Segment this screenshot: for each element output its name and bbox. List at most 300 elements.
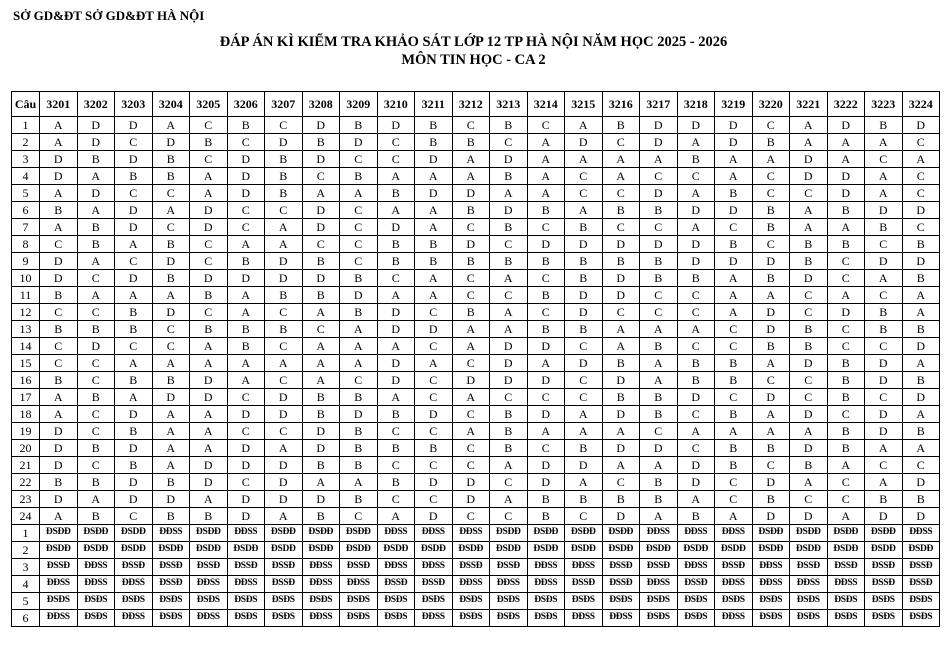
answer-cell: A: [902, 355, 940, 372]
answer-cell: B: [190, 134, 228, 151]
exam-code-header: 3219: [715, 92, 753, 117]
answer-cell: ĐSDĐ: [827, 542, 865, 559]
answer-cell: B: [152, 236, 190, 253]
answer-cell: A: [565, 474, 603, 491]
answer-cell: D: [490, 151, 528, 168]
question-number: 24: [12, 508, 40, 525]
answer-cell: B: [827, 236, 865, 253]
answer-cell: B: [340, 491, 378, 508]
answer-cell: A: [190, 168, 228, 185]
answer-cell: ĐSSĐ: [340, 559, 378, 576]
answer-cell: A: [152, 287, 190, 304]
answer-cell: ĐĐSS: [715, 610, 753, 627]
answer-cell: ĐĐSS: [490, 576, 528, 593]
answer-cell: A: [152, 355, 190, 372]
answer-cell: B: [415, 236, 453, 253]
answer-cell: A: [865, 440, 903, 457]
answer-cell: C: [827, 253, 865, 270]
answer-cell: B: [302, 389, 340, 406]
answer-cell: ĐSĐS: [715, 593, 753, 610]
true-false-row: [12, 610, 940, 627]
answer-cell: ĐSDĐ: [115, 542, 153, 559]
answer-cell: A: [490, 270, 528, 287]
answer-cell: C: [452, 355, 490, 372]
exam-code-header: 3207: [265, 92, 303, 117]
answer-cell: C: [265, 338, 303, 355]
answer-cell: D: [640, 236, 678, 253]
answer-cell: D: [190, 389, 228, 406]
answer-cell: D: [415, 185, 453, 202]
answer-cell: D: [377, 117, 415, 134]
answer-cell: D: [265, 253, 303, 270]
answer-cell: A: [677, 134, 715, 151]
answer-cell: ĐSĐĐ: [790, 525, 828, 542]
answer-cell: A: [40, 117, 78, 134]
answer-cell: B: [640, 474, 678, 491]
answer-cell: B: [265, 287, 303, 304]
answer-cell: A: [452, 321, 490, 338]
answer-cell: ĐSĐS: [677, 593, 715, 610]
answer-cell: D: [640, 134, 678, 151]
answer-cell: A: [302, 372, 340, 389]
answer-cell: ĐĐSS: [902, 525, 940, 542]
answer-cell: ĐSĐS: [227, 610, 265, 627]
answer-cell: D: [377, 355, 415, 372]
exam-code-header: 3213: [490, 92, 528, 117]
answer-cell: A: [152, 202, 190, 219]
answer-cell: A: [377, 338, 415, 355]
answer-cell: ĐSĐS: [152, 610, 190, 627]
answer-cell: C: [340, 219, 378, 236]
answer-cell: D: [827, 304, 865, 321]
answer-cell: C: [227, 134, 265, 151]
answer-cell: ĐĐSS: [40, 610, 78, 627]
answer-cell: B: [490, 219, 528, 236]
answer-cell: A: [715, 151, 753, 168]
answer-cell: A: [827, 219, 865, 236]
answer-cell: B: [415, 440, 453, 457]
answer-cell: D: [40, 270, 78, 287]
answer-cell: C: [827, 406, 865, 423]
answer-cell: C: [377, 270, 415, 287]
answer-cell: D: [302, 202, 340, 219]
answer-cell: A: [490, 491, 528, 508]
answer-cell: ĐSĐS: [190, 593, 228, 610]
answer-cell: C: [677, 304, 715, 321]
question-number: 12: [12, 304, 40, 321]
answer-cell: B: [415, 253, 453, 270]
answer-cell: ĐSDĐ: [265, 542, 303, 559]
answer-cell: ĐSĐĐ: [265, 525, 303, 542]
answer-cell: A: [490, 321, 528, 338]
answer-cell: ĐSĐS: [77, 593, 115, 610]
answer-cell: ĐSDĐ: [302, 542, 340, 559]
answer-cell: ĐSĐS: [602, 593, 640, 610]
question-number: 7: [12, 219, 40, 236]
answer-cell: B: [115, 372, 153, 389]
answer-cell: ĐĐSS: [452, 525, 490, 542]
answer-cell: A: [527, 423, 565, 440]
question-number: 19: [12, 423, 40, 440]
answer-cell: C: [902, 457, 940, 474]
answer-cell: ĐSSĐ: [790, 559, 828, 576]
true-false-row: [12, 525, 940, 542]
answer-cell: C: [640, 168, 678, 185]
question-number: 16: [12, 372, 40, 389]
answer-cell: A: [415, 219, 453, 236]
answer-cell: B: [340, 423, 378, 440]
answer-cell: D: [527, 457, 565, 474]
answer-cell: ĐSĐS: [640, 610, 678, 627]
answer-cell: C: [452, 440, 490, 457]
answer-cell: ĐSĐĐ: [602, 525, 640, 542]
answer-cell: ĐĐSS: [115, 576, 153, 593]
answer-cell: B: [752, 338, 790, 355]
answer-cell: ĐSDĐ: [752, 542, 790, 559]
answer-cell: D: [865, 508, 903, 525]
answer-cell: D: [677, 236, 715, 253]
answer-cell: B: [265, 185, 303, 202]
answer-cell: B: [265, 151, 303, 168]
answer-cell: D: [152, 389, 190, 406]
answer-cell: C: [827, 321, 865, 338]
answer-cell: ĐĐSS: [677, 559, 715, 576]
answer-cell: B: [377, 474, 415, 491]
answer-cell: B: [865, 304, 903, 321]
answer-cell: B: [340, 457, 378, 474]
answer-cell: C: [752, 372, 790, 389]
answer-cell: B: [902, 372, 940, 389]
answer-cell: B: [902, 236, 940, 253]
answer-cell: ĐĐSS: [227, 576, 265, 593]
answer-cell: B: [752, 270, 790, 287]
answer-cell: D: [752, 321, 790, 338]
answer-cell: B: [677, 151, 715, 168]
answer-cell: C: [115, 253, 153, 270]
answer-cell: C: [640, 304, 678, 321]
answer-cell: D: [752, 508, 790, 525]
answer-cell: D: [677, 474, 715, 491]
answer-cell: B: [40, 372, 78, 389]
answer-cell: C: [452, 457, 490, 474]
exam-code-header: 3223: [865, 92, 903, 117]
answer-cell: A: [490, 304, 528, 321]
answer-cell: C: [452, 508, 490, 525]
multiple-choice-row: [12, 474, 940, 491]
answer-cell: A: [452, 338, 490, 355]
answer-cell: C: [452, 270, 490, 287]
answer-cell: C: [677, 287, 715, 304]
answer-cell: B: [40, 287, 78, 304]
answer-cell: A: [602, 321, 640, 338]
answer-cell: ĐSDĐ: [677, 542, 715, 559]
question-number: 6: [12, 610, 40, 627]
answer-cell: ĐSĐS: [677, 610, 715, 627]
answer-cell: A: [190, 185, 228, 202]
answer-cell: D: [490, 202, 528, 219]
answer-cell: ĐSDĐ: [790, 542, 828, 559]
answer-cell: B: [790, 253, 828, 270]
answer-cell: D: [265, 270, 303, 287]
answer-cell: B: [715, 372, 753, 389]
answer-cell: A: [902, 304, 940, 321]
answer-cell: B: [565, 219, 603, 236]
answer-cell: B: [865, 117, 903, 134]
answer-cell: A: [827, 287, 865, 304]
exam-code-header: 3220: [752, 92, 790, 117]
answer-cell: B: [752, 491, 790, 508]
true-false-row: [12, 559, 940, 576]
header-row: [12, 92, 940, 117]
answer-cell: A: [452, 168, 490, 185]
answer-cell: C: [265, 202, 303, 219]
answer-cell: ĐSSĐ: [602, 576, 640, 593]
answer-cell: ĐSĐS: [340, 610, 378, 627]
answer-cell: ĐSDĐ: [227, 542, 265, 559]
answer-cell: D: [752, 389, 790, 406]
answer-cell: ĐSĐĐ: [490, 525, 528, 542]
answer-cell: A: [677, 185, 715, 202]
answer-cell: C: [340, 202, 378, 219]
answer-cell: D: [340, 287, 378, 304]
answer-cell: A: [865, 270, 903, 287]
multiple-choice-row: [12, 270, 940, 287]
answer-cell: D: [265, 457, 303, 474]
answer-cell: C: [340, 236, 378, 253]
answer-cell: B: [902, 321, 940, 338]
answer-cell: B: [40, 202, 78, 219]
answer-cell: C: [415, 389, 453, 406]
answer-cell: C: [302, 168, 340, 185]
exam-code-header: 3205: [190, 92, 228, 117]
answer-cell: D: [640, 185, 678, 202]
answer-cell: B: [602, 202, 640, 219]
answer-cell: D: [115, 117, 153, 134]
answer-cell: C: [415, 491, 453, 508]
answer-cell: D: [377, 304, 415, 321]
answer-cell: C: [827, 270, 865, 287]
answer-cell: ĐSDĐ: [415, 542, 453, 559]
answer-cell: C: [677, 406, 715, 423]
answer-cell: C: [340, 253, 378, 270]
answer-cell: ĐSĐS: [565, 593, 603, 610]
answer-cell: ĐSDĐ: [490, 542, 528, 559]
exam-code-header: 3216: [602, 92, 640, 117]
answer-cell: ĐSDĐ: [152, 542, 190, 559]
answer-cell: A: [452, 389, 490, 406]
answer-cell: C: [377, 423, 415, 440]
answer-cell: C: [677, 440, 715, 457]
answer-cell: C: [865, 151, 903, 168]
exam-code-header: 3206: [227, 92, 265, 117]
answer-cell: B: [490, 406, 528, 423]
question-number: 14: [12, 338, 40, 355]
answer-cell: D: [790, 406, 828, 423]
answer-cell: C: [190, 151, 228, 168]
answer-cell: D: [302, 423, 340, 440]
answer-cell: B: [565, 253, 603, 270]
question-number: 2: [12, 542, 40, 559]
answer-cell: ĐĐSS: [415, 559, 453, 576]
answer-cell: C: [715, 474, 753, 491]
multiple-choice-row: [12, 304, 940, 321]
answer-cell: C: [565, 372, 603, 389]
answer-cell: A: [715, 304, 753, 321]
answer-cell: C: [452, 219, 490, 236]
answer-cell: B: [827, 202, 865, 219]
answer-cell: C: [565, 185, 603, 202]
multiple-choice-row: [12, 321, 940, 338]
answer-cell: D: [40, 491, 78, 508]
answer-cell: C: [865, 389, 903, 406]
answer-cell: B: [77, 389, 115, 406]
answer-cell: B: [490, 423, 528, 440]
answer-cell: D: [415, 406, 453, 423]
answer-cell: ĐĐSS: [565, 559, 603, 576]
answer-cell: B: [302, 287, 340, 304]
answer-cell: ĐĐSS: [190, 576, 228, 593]
question-number: 13: [12, 321, 40, 338]
multiple-choice-row: [12, 355, 940, 372]
answer-cell: ĐĐSS: [527, 576, 565, 593]
department-name: SỞ GD&ĐT SỞ GD&ĐT HÀ NỘI: [13, 8, 205, 23]
question-number: 5: [12, 185, 40, 202]
answer-cell: A: [415, 168, 453, 185]
question-number: 5: [12, 593, 40, 610]
answer-cell: ĐĐSS: [640, 576, 678, 593]
question-number: 15: [12, 355, 40, 372]
answer-cell: C: [565, 338, 603, 355]
answer-cell: B: [377, 185, 415, 202]
answer-cell: C: [452, 117, 490, 134]
answer-cell: B: [565, 440, 603, 457]
exam-code-header: 3208: [302, 92, 340, 117]
answer-cell: C: [190, 253, 228, 270]
answer-cell: C: [715, 338, 753, 355]
answer-cell: C: [40, 355, 78, 372]
answer-cell: ĐSĐĐ: [565, 525, 603, 542]
answer-cell: B: [115, 321, 153, 338]
answer-cell: A: [452, 151, 490, 168]
answer-cell: B: [902, 270, 940, 287]
answer-cell: ĐĐSS: [565, 610, 603, 627]
answer-cell: D: [415, 151, 453, 168]
answer-cell: B: [115, 304, 153, 321]
question-number: 4: [12, 576, 40, 593]
answer-cell: C: [377, 491, 415, 508]
question-number: 8: [12, 236, 40, 253]
answer-cell: D: [565, 236, 603, 253]
answer-cell: D: [227, 440, 265, 457]
answer-cell: D: [715, 202, 753, 219]
answer-cell: A: [302, 185, 340, 202]
answer-cell: B: [677, 372, 715, 389]
multiple-choice-row: [12, 253, 940, 270]
answer-cell: B: [715, 440, 753, 457]
answer-cell: A: [490, 185, 528, 202]
answer-cell: D: [902, 253, 940, 270]
answer-cell: B: [340, 117, 378, 134]
answer-cell: D: [115, 219, 153, 236]
answer-cell: B: [40, 474, 78, 491]
answer-cell: A: [677, 321, 715, 338]
answer-cell: D: [340, 134, 378, 151]
answer-cell: C: [715, 321, 753, 338]
answer-cell: B: [490, 117, 528, 134]
answer-cell: ĐĐSS: [302, 610, 340, 627]
answer-cell: B: [602, 253, 640, 270]
answer-cell: A: [790, 134, 828, 151]
answer-cell: B: [340, 304, 378, 321]
answer-cell: B: [677, 355, 715, 372]
answer-cell: ĐĐSS: [302, 576, 340, 593]
answer-cell: C: [527, 270, 565, 287]
answer-cell: ĐSĐS: [152, 593, 190, 610]
answer-cell: ĐĐSS: [827, 576, 865, 593]
answer-cell: C: [865, 287, 903, 304]
answer-cell: B: [565, 321, 603, 338]
answer-cell: C: [340, 508, 378, 525]
answer-cell: A: [677, 491, 715, 508]
exam-code-header: 3217: [640, 92, 678, 117]
answer-cell: B: [77, 321, 115, 338]
answer-cell: D: [452, 236, 490, 253]
answer-cell: D: [452, 372, 490, 389]
answer-cell: D: [640, 440, 678, 457]
answer-cell: D: [265, 389, 303, 406]
answer-cell: A: [190, 423, 228, 440]
answer-cell: ĐSDĐ: [40, 542, 78, 559]
answer-cell: B: [602, 355, 640, 372]
answer-cell: A: [302, 304, 340, 321]
answer-cell: A: [677, 219, 715, 236]
answer-cell: D: [865, 355, 903, 372]
answer-cell: A: [715, 508, 753, 525]
answer-cell: A: [640, 372, 678, 389]
answer-cell: ĐSDĐ: [190, 542, 228, 559]
answer-cell: B: [415, 134, 453, 151]
answer-cell: A: [265, 355, 303, 372]
answer-cell: D: [565, 304, 603, 321]
answer-cell: ĐSSĐ: [865, 559, 903, 576]
answer-cell: ĐĐSS: [302, 559, 340, 576]
answer-cell: ĐSĐS: [265, 610, 303, 627]
answer-cell: ĐSĐĐ: [527, 525, 565, 542]
answer-cell: A: [865, 474, 903, 491]
answer-cell: C: [602, 474, 640, 491]
question-number: 3: [12, 151, 40, 168]
answer-cell: ĐSĐS: [865, 593, 903, 610]
answer-cell: C: [790, 185, 828, 202]
answer-cell: C: [865, 338, 903, 355]
answer-cell: B: [790, 338, 828, 355]
answer-cell: B: [827, 372, 865, 389]
answer-cell: C: [752, 117, 790, 134]
answer-cell: A: [640, 457, 678, 474]
answer-cell: ĐSĐS: [490, 610, 528, 627]
answer-cell: C: [302, 236, 340, 253]
answer-cell: ĐĐSS: [190, 610, 228, 627]
answer-cell: D: [715, 134, 753, 151]
answer-cell: D: [865, 253, 903, 270]
answer-cell: A: [40, 508, 78, 525]
answer-cell: ĐSĐS: [377, 593, 415, 610]
answer-cell: D: [715, 253, 753, 270]
answer-cell: D: [527, 406, 565, 423]
answer-cell: ĐĐSS: [752, 559, 790, 576]
answer-cell: B: [115, 423, 153, 440]
answer-cell: D: [302, 219, 340, 236]
